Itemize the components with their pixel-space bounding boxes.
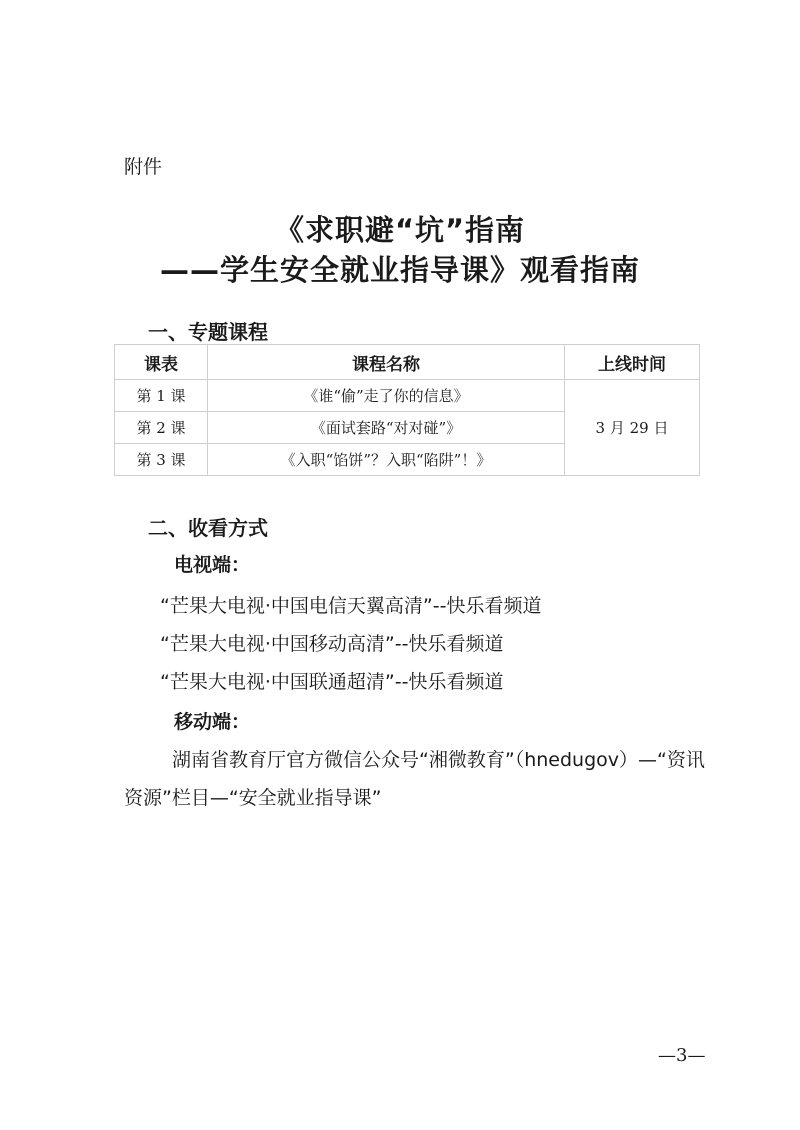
online-date-cell: 3 月 29 日 [565, 380, 700, 476]
table-header-cell: 课程名称 [208, 345, 565, 380]
lesson-name-cell: 《谁“偷”走了你的信息》 [208, 380, 565, 412]
document-title-line-2: ——学生安全就业指导课》观看指南 [159, 253, 640, 287]
lesson-name-cell: 《入职“馅饼”？入职“陷阱”！》 [208, 444, 565, 476]
section-heading-viewing: 二、收看方式 [148, 516, 268, 540]
section-heading-courses: 一、专题课程 [148, 320, 268, 344]
tv-channel-item: “芒果大电视·中国联通超清”--快乐看频道 [160, 671, 504, 693]
course-table [114, 344, 700, 476]
page-number: —3— [658, 1045, 706, 1066]
document-title-line-1: 《求职避“坑”指南 [274, 213, 526, 247]
mobile-instructions: 湖南省教育厅官方微信公众号“湘微教育”（hnedugov）—“资讯资源”栏目—“安全就业指导课” [124, 749, 705, 809]
lesson-number-cell: 第 2 课 [115, 412, 208, 444]
lesson-number-cell: 第 3 课 [115, 444, 208, 476]
lesson-number-cell: 第 1 课 [115, 380, 208, 412]
table-header-cell: 课表 [115, 345, 208, 380]
table-row [115, 380, 700, 412]
tv-channel-item: “芒果大电视·中国移动高清”--快乐看频道 [160, 633, 504, 655]
mobile-subheading: 移动端： [174, 711, 251, 733]
table-header-cell: 上线时间 [565, 345, 700, 380]
tv-subheading: 电视端： [174, 554, 251, 576]
tv-channel-item: “芒果大电视·中国电信天翼高清”--快乐看频道 [160, 595, 542, 617]
table-header-row [115, 345, 700, 380]
attachment-label: 附件 [124, 156, 163, 178]
lesson-name-cell: 《面试套路“对对碰”》 [208, 412, 565, 444]
